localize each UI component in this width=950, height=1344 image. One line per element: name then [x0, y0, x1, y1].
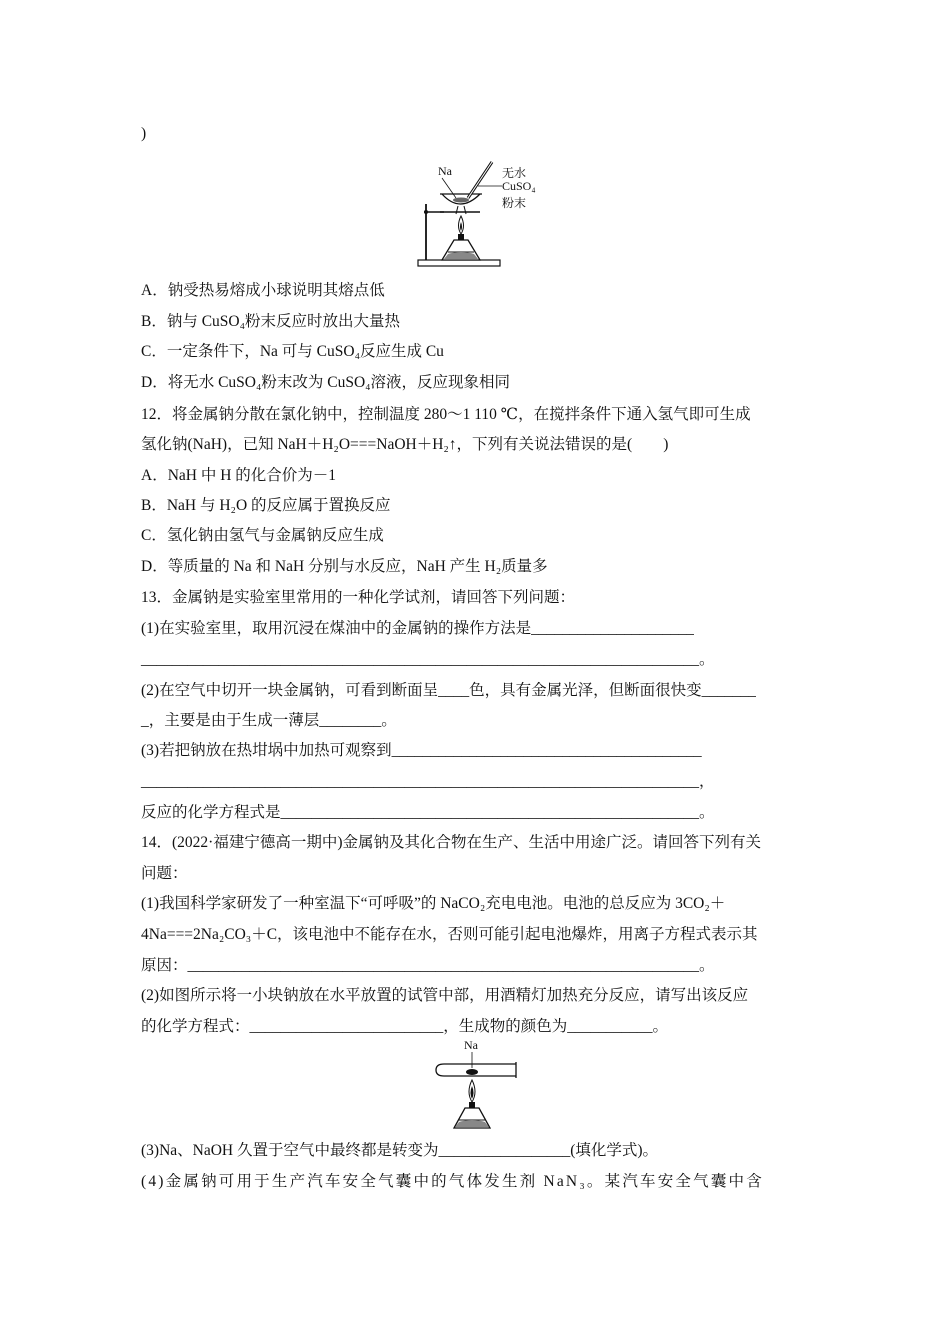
- q12-option-c: C．氢化钠由氢气与金属钠反应生成: [141, 527, 384, 544]
- paren-close: ): [141, 125, 147, 142]
- q12-stem-line1: 12．将金属钠分散在氯化钠中，控制温度 280～1 110 ℃，在搅拌条件下通入氢气即可生成: [141, 406, 751, 423]
- q14-part1-line3: 原因：__________________________________________________________________。: [141, 957, 715, 974]
- figure1-na-label: Na: [438, 164, 452, 178]
- crucible-apparatus-diagram: [410, 160, 560, 272]
- q12-option-a: A．NaH 中 H 的化合价为－1: [141, 467, 337, 484]
- figure-crucible-apparatus: [410, 160, 560, 272]
- q14-stem-line2: 问题：: [141, 865, 188, 882]
- q14-part1-line1: (1)我国科学家研发了一种室温下“可呼吸”的 NaCO₂充电电池。电池的总反应为 3CO₂＋: [141, 895, 726, 912]
- q14-part2-line2: 的化学方程式：_________________________，生成物的颜色为___________。: [141, 1018, 669, 1035]
- q14-part1-line2: 4Na===2Na₂CO₃＋C，该电池中不能存在水，否则可能引起电池爆炸，用离子方程式表示其: [141, 926, 758, 943]
- q13-part3-line3: 反应的化学方程式是______________________________________________________。: [141, 804, 715, 821]
- q11-option-d: D．将无水 CuSO₄粉末改为 CuSO₄溶液，反应现象相同: [141, 374, 511, 391]
- q13-part1-line2: ________________________________________________________________________。: [141, 651, 715, 668]
- q11-option-b: B．钠与 CuSO₄粉末反应时放出大量热: [141, 313, 401, 330]
- q12-stem-line2: 氢化钠(NaH)，已知 NaH＋H₂O===NaOH＋H₂↑，下列有关说法错误的是( ): [141, 436, 669, 453]
- figure-test-tube-apparatus: [432, 1040, 522, 1132]
- test-tube-apparatus-diagram: [432, 1040, 522, 1132]
- q14-stem-line1: 14．(2022·福建宁德高一期中)金属钠及其化合物在生产、生活中用途广泛。请回答下列有关: [141, 834, 761, 851]
- figure1-reagent-line2: CuSO₄: [502, 179, 536, 193]
- q13-part2-line2: _，主要是由于生成一薄层________。: [141, 712, 397, 729]
- q13-part1-line1: (1)在实验室里，取用沉浸在煤油中的金属钠的操作方法是_____________________: [141, 620, 694, 637]
- q14-part4: (4)金属钠可用于生产汽车安全气囊中的气体发生剂 NaN₃。某汽车安全气囊中含: [141, 1173, 764, 1190]
- q14-part2-line1: (2)如图所示将一小块钠放在水平放置的试管中部，用酒精灯加热充分反应，请写出该反应: [141, 987, 749, 1004]
- figure1-reagent-line1: 无水: [502, 166, 527, 180]
- q13-stem: 13．金属钠是实验室里常用的一种化学试剂，请回答下列问题：: [141, 589, 576, 606]
- q13-part3-line2: ________________________________________________________________________，: [141, 773, 715, 790]
- q13-part2-line1: (2)在空气中切开一块金属钠，可看到断面呈____色，具有金属光泽，但断面很快变_______: [141, 682, 756, 699]
- figure1-reagent-line3: 粉末: [502, 196, 527, 210]
- q12-option-d: D．等质量的 Na 和 NaH 分别与水反应，NaH 产生 H₂质量多: [141, 558, 548, 575]
- q11-option-c: C．一定条件下，Na 可与 CuSO₄反应生成 Cu: [141, 343, 444, 360]
- q12-option-b: B．NaH 与 H₂O 的反应属于置换反应: [141, 497, 391, 514]
- q11-option-a: A．钠受热易熔成小球说明其熔点低: [141, 282, 385, 299]
- q13-part3-line1: (3)若把钠放在热坩埚中加热可观察到________________________________________: [141, 742, 702, 759]
- figure2-na-label: Na: [464, 1038, 478, 1052]
- q14-part3: (3)Na、NaOH 久置于空气中最终都是转变为_________________(填化学式)。: [141, 1142, 659, 1159]
